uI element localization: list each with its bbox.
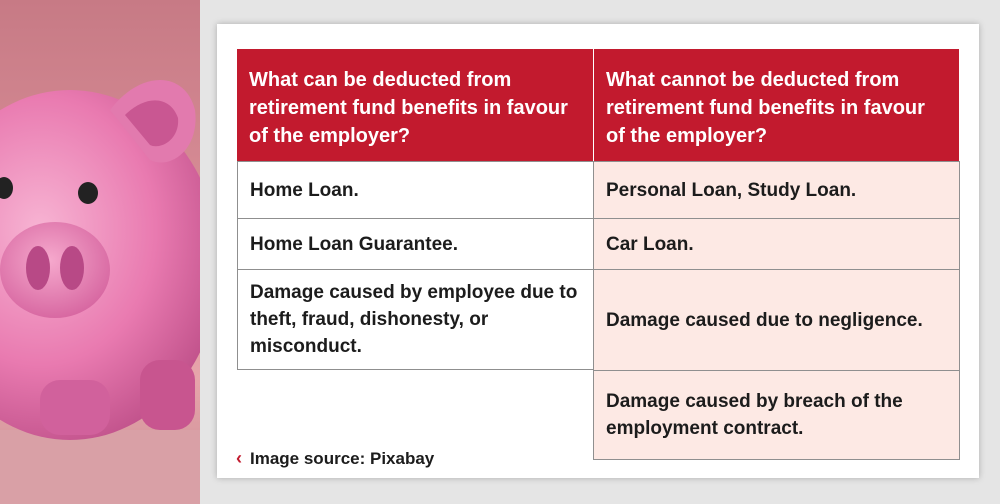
header-cannot-deduct: What cannot be deducted from retirement fund benefits in favour of the employer? <box>594 49 959 161</box>
left-row-damage-theft: Damage caused by employee due to theft, fraud, dishonesty, or misconduct. <box>237 269 594 370</box>
image-source-caption <box>236 448 434 469</box>
left-row-home-loan-guarantee: Home Loan Guarantee. <box>237 218 594 270</box>
chevron-left-icon: ‹ <box>236 448 242 468</box>
header-can-deduct: What can be deducted from retirement fund benefits in favour of the employer? <box>237 49 593 161</box>
piggy-bank-icon <box>0 0 200 504</box>
right-row-car-loan: Car Loan. <box>593 218 960 270</box>
header-divider <box>593 49 594 161</box>
piggy-bank-photo <box>0 0 200 504</box>
image-source-text: Image source: Pixabay <box>250 448 435 468</box>
right-row-breach-contract: Damage caused by breach of the employment contract. <box>593 370 960 460</box>
left-row-home-loan: Home Loan. <box>237 161 594 219</box>
right-row-personal-loan: Personal Loan, Study Loan. <box>593 161 960 219</box>
right-row-negligence: Damage caused due to negligence. <box>593 269 960 371</box>
